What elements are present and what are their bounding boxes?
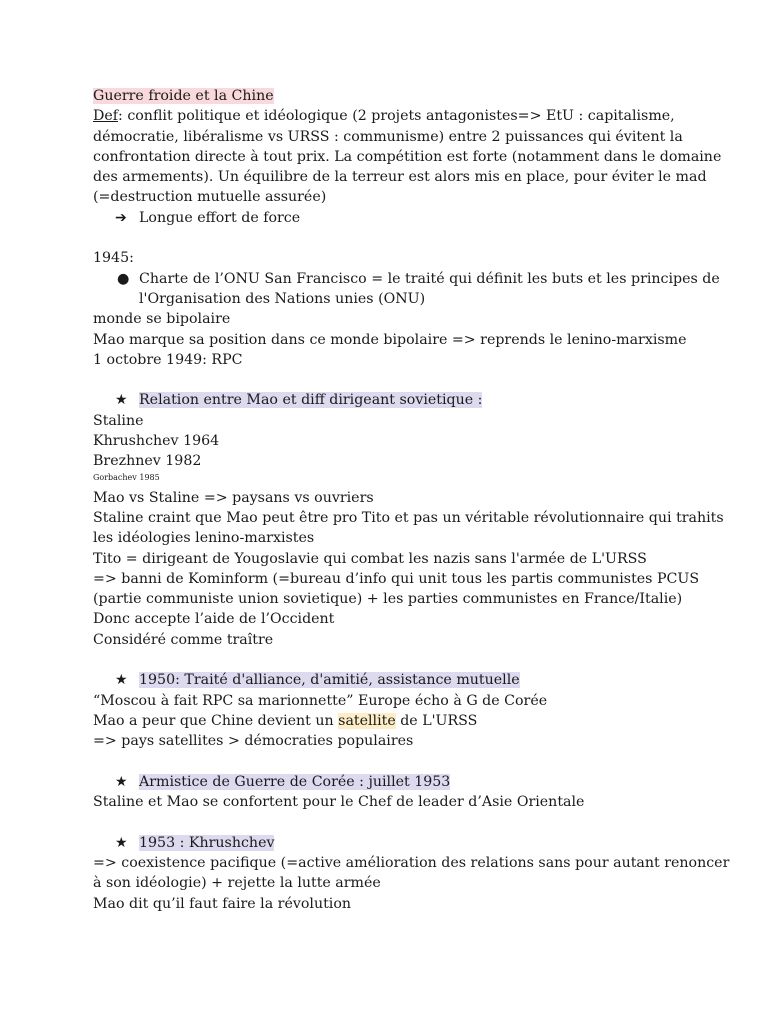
section-1945-heading: 1945: [93,250,134,267]
text-line: “Moscou à fait RPC sa marionnette” Europe écho à G de Corée [93,692,548,709]
star-heading-armistice: ★ Armistice de Guerre de Corée : juillet 1953 [93,772,693,792]
document-title-line [93,86,693,106]
definition-line-1: Def: conflit politique et idéologique (2 projets antagonistes=> EtU : capitalisme, [93,108,675,125]
text-line: Staline craint que Mao peut être pro Tito et pas un véritable révolutionnaire qui trahits [93,509,724,526]
star-icon: ★ [115,834,128,851]
text-line: Considéré comme traître [93,631,274,648]
bullet-list-item: ● Charte de l’ONU San Francisco = le traité qui définit les buts et les principes de [93,269,693,289]
text-line: Mao marque sa position dans ce monde bipolaire => reprends le lenino-marxisme [93,331,687,348]
star-icon: ★ [115,773,128,790]
highlighted-word: satellite [338,712,396,729]
text-line: (partie communiste union sovietique) + les parties communistes en France/Italie) [93,591,683,608]
text-line: => coexistence pacifique (=active amélioration des relations sans pour autant renoncer [93,854,730,871]
text-line: à son idéologie) + rejette la lutte armée [93,875,381,892]
definition-line-3: confrontation directe à tout prix. La compétition est forte (notamment dans le domaine [93,148,722,165]
document-title: Guerre froide et la Chine [93,88,274,104]
star-heading-traite: ★ 1950: Traité d'alliance, d'amitié, assistance mutuelle [93,670,693,690]
definition-label: Def [93,108,119,125]
star-icon: ★ [115,392,128,409]
text-line: Donc accepte l’aide de l’Occident [93,611,335,628]
small-leader-line: Gorbachev 1985 [93,472,160,482]
definition-line-5: (=destruction mutuelle assurée) [93,189,327,206]
leader-line: Staline [93,412,144,429]
text-line: monde se bipolaire [93,311,231,328]
arrow-list-item: ➔ Longue effort de force [93,208,693,228]
text-line-satellite: Mao a peur que Chine devient un satellite de L'URSS [93,712,478,729]
star-heading-relation: ★ Relation entre Mao et diff dirigeant sovietique : [93,390,693,410]
definition-line-2: démocratie, libéralisme vs URSS : communisme) entre 2 puissances qui évitent la [93,128,683,145]
definition-line-4: des armements). Un équilibre de la terreur est alors mis en place, pour éviter le mad [93,169,707,186]
text-line: Mao vs Staline => paysans vs ouvriers [93,489,374,506]
star-icon: ★ [115,672,128,689]
arrow-icon: ➔ [115,209,127,226]
text-line: Staline et Mao se confortent pour le Chef de leader d’Asie Orientale [93,794,585,811]
text-line: Tito = dirigeant de Yougoslavie qui combat les nazis sans l'armée de L'URSS [93,550,647,567]
bullet-list-item-continued: l'Organisation des Nations unies (ONU) [139,290,426,307]
text-line: => pays satellites > démocraties populaires [93,733,414,750]
leader-line: Khrushchev 1964 [93,433,220,450]
text-line: 1 octobre 1949: RPC [93,351,243,368]
text-line: les idéologies lenino-marxistes [93,530,315,547]
text-line: => banni de Kominform (=bureau d’info qui unit tous les partis communistes PCUS [93,570,700,587]
star-heading-khrushchev: ★ 1953 : Khrushchev [93,833,693,853]
text-line: Mao dit qu’il faut faire la révolution [93,895,352,912]
document-body [93,86,730,914]
bullet-icon: ● [117,270,130,287]
leader-line: Brezhnev 1982 [93,453,202,470]
